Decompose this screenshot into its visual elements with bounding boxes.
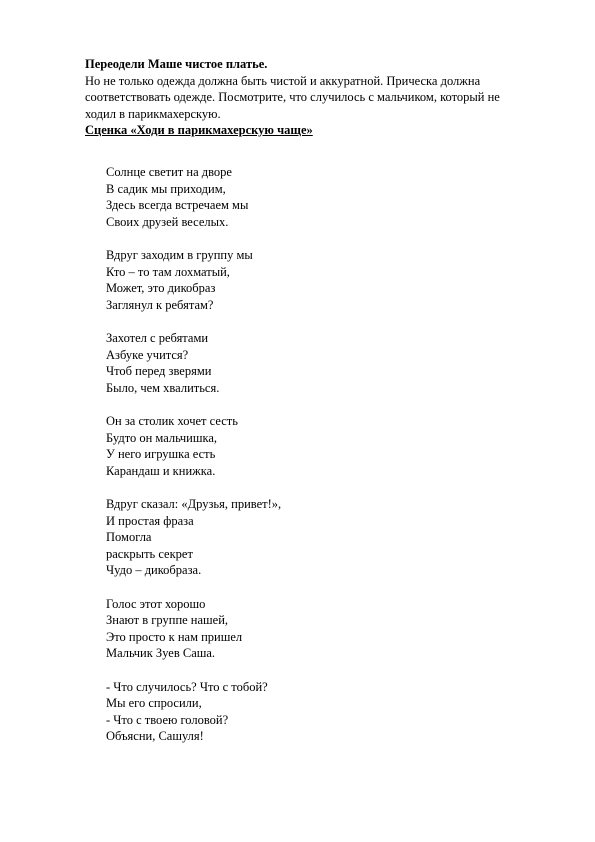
poem-line: И простая фраза (106, 513, 194, 528)
intro-block (85, 56, 555, 139)
poem-line: - Что случилось? Что с тобой? (106, 679, 268, 694)
poem-line: Захотел с ребятами (106, 331, 209, 345)
poem-line: Кто – то там лохматый, (106, 264, 230, 279)
intro-line-2: соответствовать одежде. Посмотрите, что случилось с мальчиком, который не (85, 90, 500, 104)
poem-line: В садик мы приходим, (106, 181, 226, 196)
poem-line: Здесь всегда встречаем мы (106, 198, 249, 212)
poem-line: Мы его спросили, (106, 696, 202, 710)
poem (106, 164, 526, 762)
stanza-1 (106, 164, 526, 230)
poem-line: Заглянул к ребятам? (106, 297, 214, 312)
poem-line: Азбуке учится? (106, 347, 189, 362)
poem-line: Это просто к нам пришел (106, 629, 243, 644)
stanza-3 (106, 330, 526, 396)
poem-line: - Что с твоею головой? (106, 712, 229, 727)
poem-line: Солнце светит на дворе (106, 165, 232, 179)
poem-line: Он за столик хочет сесть (106, 414, 238, 428)
intro-line-1: Но не только одежда должна быть чистой и аккуратной. Прическа должна (85, 73, 481, 88)
stanza-2 (106, 247, 526, 313)
poem-line: Чудо – дикобраза. (106, 563, 202, 577)
heading: Переодели Маше чистое платье. (85, 57, 268, 71)
poem-line: Было, чем хвалиться. (106, 380, 220, 395)
poem-line: Знают в группе нашей, (106, 613, 229, 627)
poem-line: Вдруг заходим в группу мы (106, 248, 253, 262)
poem-line: Будто он мальчишка, (106, 430, 218, 445)
intro-line-3: ходил в парикмахерскую. (85, 106, 221, 121)
stanza-5 (106, 496, 526, 579)
stanza-4 (106, 413, 526, 479)
poem-line: Помогла (106, 530, 152, 544)
poem-line: Может, это дикобраз (106, 281, 216, 295)
poem-line: Чтоб перед зверями (106, 364, 212, 378)
stanza-6 (106, 596, 526, 662)
poem-line: Карандаш и книжка. (106, 463, 216, 478)
poem-line: Объясни, Сашуля! (106, 729, 204, 743)
poem-line: раскрыть секрет (106, 546, 193, 561)
poem-line: У него игрушка есть (106, 447, 216, 461)
poem-line: Своих друзей веселых. (106, 214, 229, 229)
poem-line: Вдруг сказал: «Друзья, привет!», (106, 497, 282, 511)
scene-title: Сценка «Ходи в парикмахерскую чаще» (85, 123, 313, 137)
poem-line: Голос этот хорошо (106, 596, 206, 611)
poem-line: Мальчик Зуев Саша. (106, 646, 216, 660)
stanza-7 (106, 679, 526, 745)
